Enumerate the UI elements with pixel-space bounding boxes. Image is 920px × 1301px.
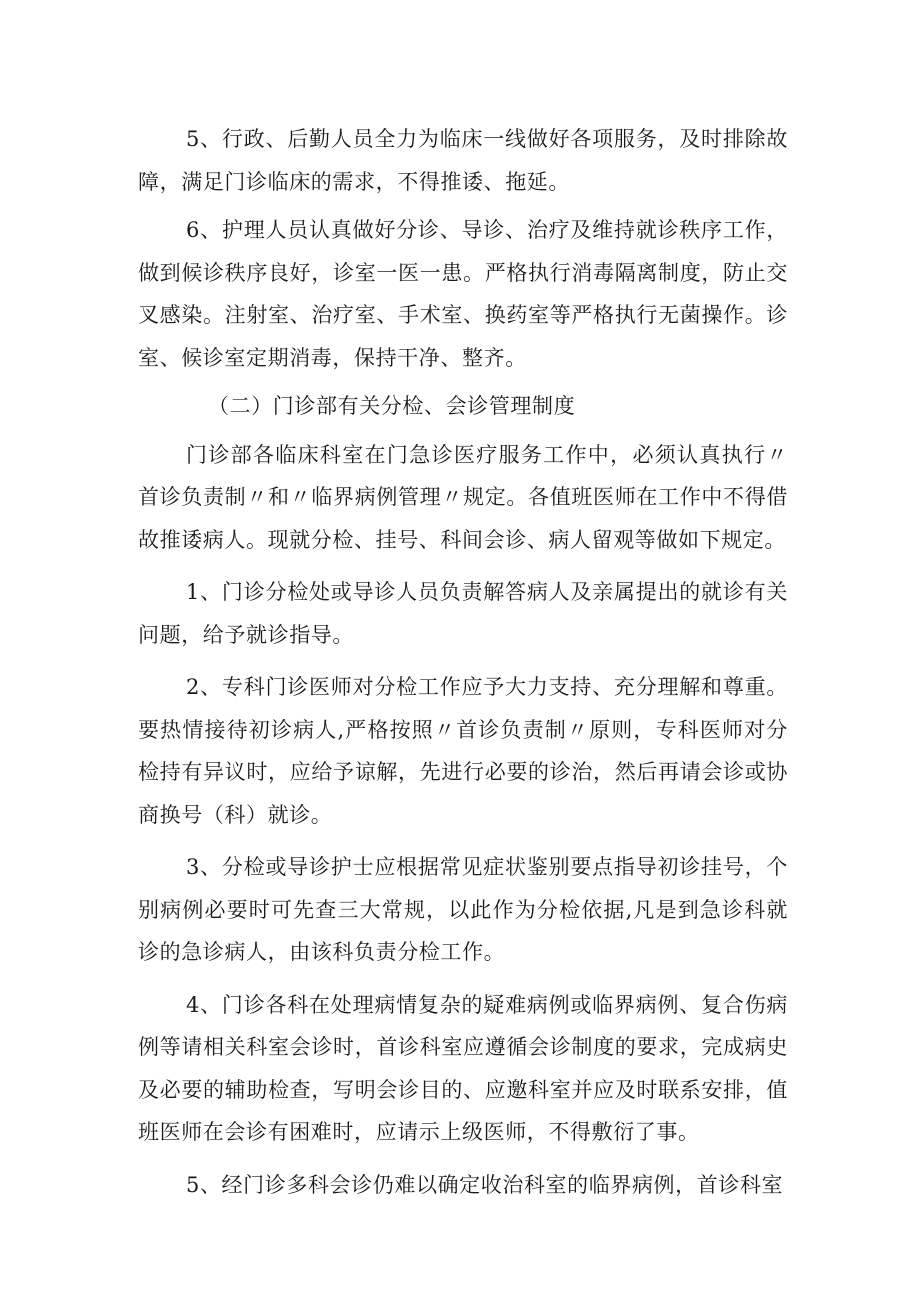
section-heading: （二）门诊部有关分检、会诊管理制度 [208, 394, 576, 418]
paragraph-admin-logistics: 5、行政、后勤人员全力为临床一线做好各项服务，及时排除故障，满足门诊临床的需求，不得推诿、拖延。 [138, 127, 788, 194]
rule-item-3: 3、分检或导诊护士应根据常见症状鉴别要点指导初诊挂号，个别病例必要时可先查三大常规，以此作为分检依据,凡是到急诊科就诊的急诊病人，由该科负责分检工作。 [138, 855, 788, 964]
rule-item-1: 1、门诊分检处或导诊人员负责解答病人及亲属提出的就诊有关问题，给予就诊指导。 [138, 580, 788, 647]
document-body [138, 118, 788, 1206]
rule-item-4: 4、门诊各科在处理病情复杂的疑难病例或临界病例、复合伤病例等请相关科室会诊时，首诊科室应遵循会诊制度的要求，完成病史及必要的辅助检查，写明会诊目的、应邀科室并应及时联系安排，值班医师在会诊有困难时，应请示上级医师，不得敷衍了事。 [138, 992, 788, 1144]
rule-item-5: 5、经门诊多科会诊仍难以确定收治科室的临界病例，首诊科室 [186, 1172, 784, 1197]
rule-item-2: 2、专科门诊医师对分检工作应予大力支持、充分理解和尊重。要热情接待初诊病人,严格按照〃首诊负责制〃原则，专科医师对分检持有异议时，应给予谅解，先进行必要的诊治，然后再请会诊或协商换号（科）就诊。 [138, 675, 788, 827]
section-intro: 门诊部各临床科室在门急诊医疗服务工作中，必须认真执行〃首诊负责制〃和〃临界病例管理〃规定。各值班医师在工作中不得借故推诿病人。现就分检、挂号、科间会诊、病人留观等做如下规定。 [138, 442, 788, 552]
paragraph-nursing: 6、护理人员认真做好分诊、导诊、治疗及维持就诊秩序工作，做到候诊秩序良好，诊室一医一患。严格执行消毒隔离制度，防止交叉感染。注射室、治疗室、手术室、换药室等严格执行无菌操作。诊室、候诊室定期消毒，保持干净、整齐。 [138, 218, 788, 370]
